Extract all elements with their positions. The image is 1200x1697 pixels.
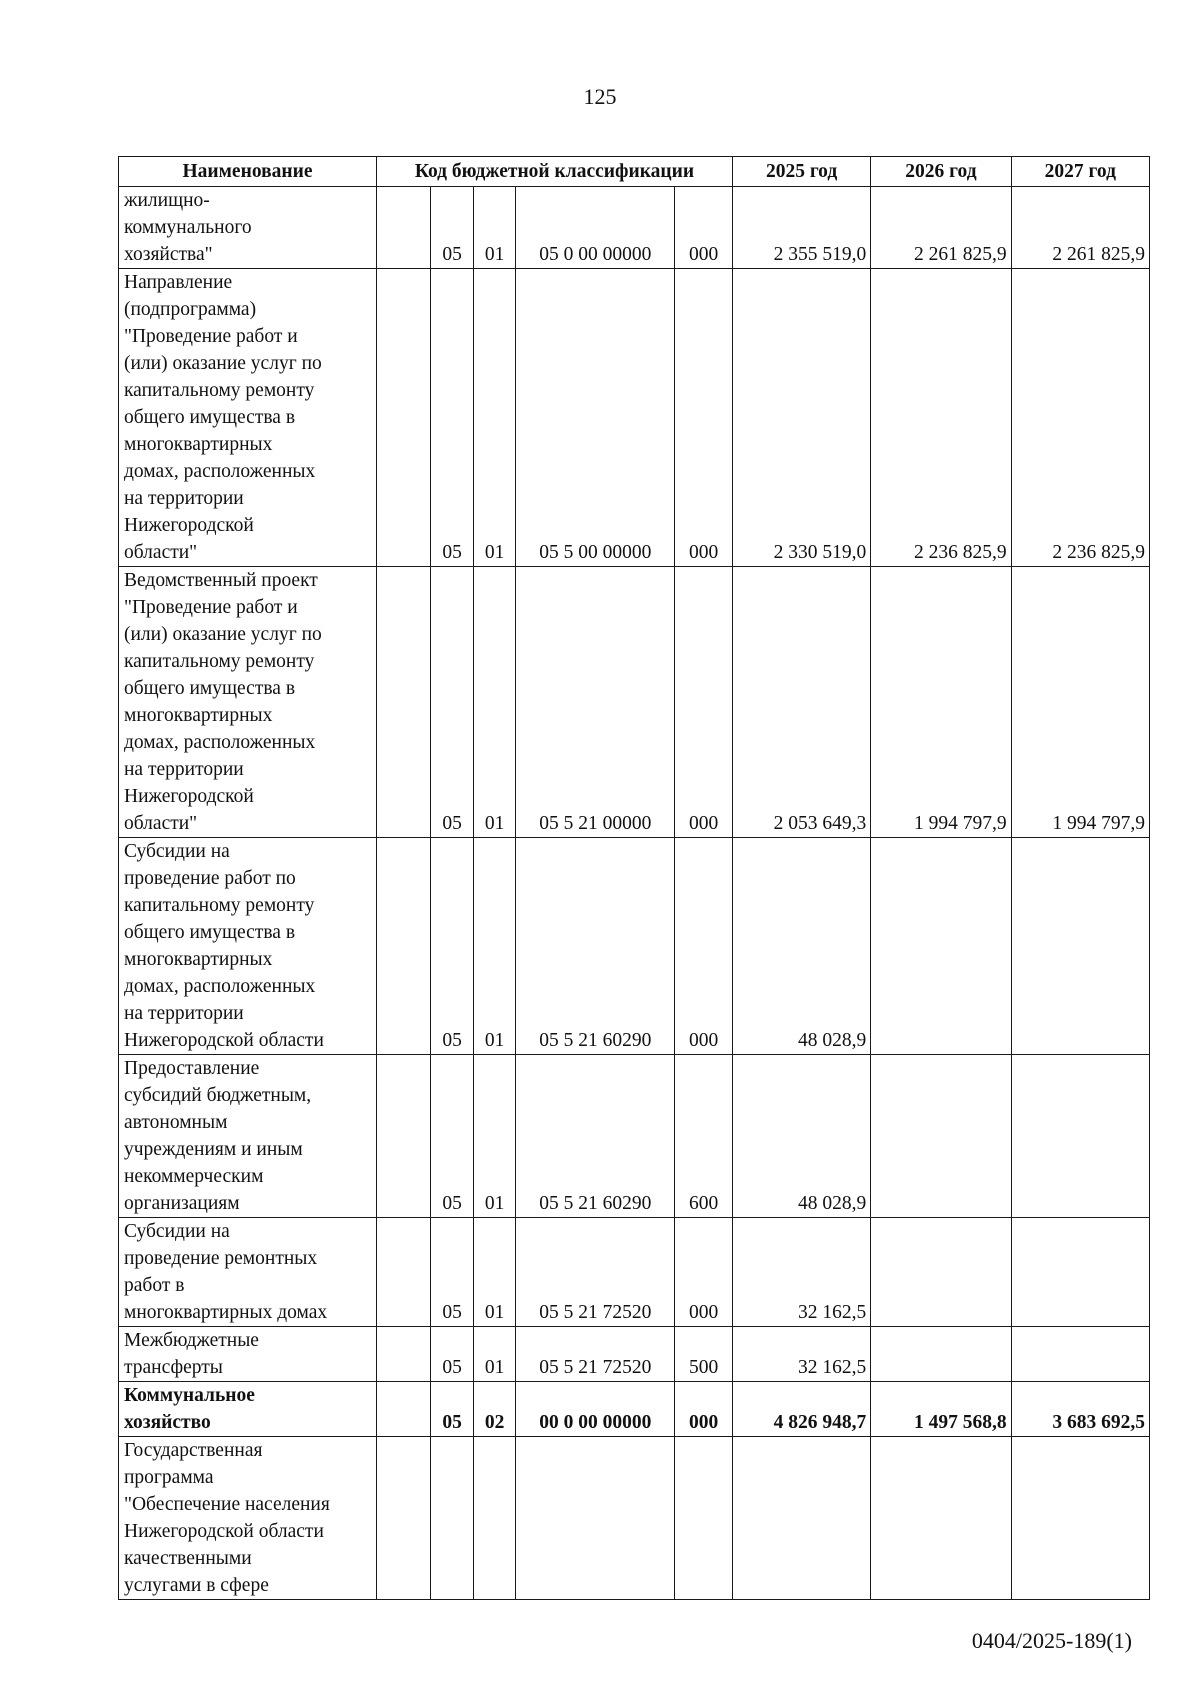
row-value-2025 [732, 1437, 870, 1600]
row-code-5: 000 [675, 1218, 733, 1327]
table-row [119, 187, 1150, 269]
row-code-5: 000 [675, 838, 733, 1055]
row-value-2026 [871, 1437, 1011, 1600]
row-value-2025: 32 162,5 [732, 1327, 870, 1382]
row-name: Субсидии на проведение ремонтных работ в многоквартирных домах [119, 1218, 377, 1327]
row-code-1 [377, 1055, 431, 1218]
row-value-2027 [1011, 1055, 1149, 1218]
row-code-2 [431, 1437, 473, 1600]
table-row-section-total [119, 1382, 1150, 1437]
row-code-5: 000 [675, 567, 733, 838]
row-value-2025: 2 355 519,0 [732, 187, 870, 269]
row-value-2027 [1011, 1327, 1149, 1382]
row-code-3: 01 [473, 1218, 515, 1327]
row-code-2: 05 [431, 838, 473, 1055]
row-value-2027: 2 236 825,9 [1011, 269, 1149, 567]
row-code-3: 01 [473, 269, 515, 567]
row-value-2027 [1011, 838, 1149, 1055]
row-code-3: 01 [473, 1055, 515, 1218]
row-name: жилищно- коммунального хозяйства" [119, 187, 377, 269]
header-2026: 2026 год [871, 157, 1011, 187]
header-2027: 2027 год [1011, 157, 1149, 187]
row-code-3 [473, 1437, 515, 1600]
row-value-2025: 2 330 519,0 [732, 269, 870, 567]
row-value-2026 [871, 838, 1011, 1055]
row-value-2027: 3 683 692,5 [1011, 1382, 1149, 1437]
row-code-3: 01 [473, 1327, 515, 1382]
row-code-2: 05 [431, 1327, 473, 1382]
header-2025: 2025 год [732, 157, 870, 187]
row-code-2: 05 [431, 1218, 473, 1327]
row-code-5: 500 [675, 1327, 733, 1382]
header-code: Код бюджетной классификации [377, 157, 733, 187]
row-code-1 [377, 269, 431, 567]
table-row [119, 1055, 1150, 1218]
row-code-5: 000 [675, 269, 733, 567]
row-code-4: 05 5 00 00000 [516, 269, 675, 567]
row-code-4: 05 5 21 60290 [516, 838, 675, 1055]
row-code-1 [377, 1382, 431, 1437]
row-code-2: 05 [431, 1382, 473, 1437]
row-value-2025: 48 028,9 [732, 1055, 870, 1218]
row-value-2026 [871, 1218, 1011, 1327]
row-value-2026: 2 236 825,9 [871, 269, 1011, 567]
row-value-2025: 4 826 948,7 [732, 1382, 870, 1437]
row-code-3: 02 [473, 1382, 515, 1437]
row-code-1 [377, 1218, 431, 1327]
row-code-2: 05 [431, 187, 473, 269]
row-name: Направление (подпрограмма) "Проведение работ и (или) оказание услуг по капитальному ремонту общего имущества в многоквартирных домах, расположенных на территории Нижегородской области" [119, 269, 377, 567]
row-value-2026: 1 497 568,8 [871, 1382, 1011, 1437]
row-code-2: 05 [431, 567, 473, 838]
table-row [119, 269, 1150, 567]
row-name: Межбюджетные трансферты [119, 1327, 377, 1382]
row-code-5: 000 [675, 1382, 733, 1437]
row-code-1 [377, 838, 431, 1055]
row-value-2026 [871, 1055, 1011, 1218]
row-value-2026: 2 261 825,9 [871, 187, 1011, 269]
row-code-4 [516, 1437, 675, 1600]
row-name: Государственная программа "Обеспечение населения Нижегородской области качественными услугами в сфере [119, 1437, 377, 1600]
row-code-2: 05 [431, 269, 473, 567]
row-name: Коммунальное хозяйство [119, 1382, 377, 1437]
row-code-1 [377, 187, 431, 269]
row-code-2: 05 [431, 1055, 473, 1218]
row-code-4: 00 0 00 00000 [516, 1382, 675, 1437]
table-row [119, 567, 1150, 838]
row-code-4: 05 5 21 72520 [516, 1327, 675, 1382]
page-number: 125 [583, 84, 617, 109]
row-value-2027: 1 994 797,9 [1011, 567, 1149, 838]
row-name: Предоставление субсидий бюджетным, автономным учреждениям и иным некоммерческим организациям [119, 1055, 377, 1218]
row-value-2027 [1011, 1437, 1149, 1600]
row-value-2026 [871, 1327, 1011, 1382]
row-code-3: 01 [473, 838, 515, 1055]
budget-table [118, 156, 1150, 1600]
header-name: Наименование [119, 157, 377, 187]
row-code-5 [675, 1437, 733, 1600]
row-code-4: 05 5 21 60290 [516, 1055, 675, 1218]
row-value-2025: 48 028,9 [732, 838, 870, 1055]
table-header-row [119, 157, 1150, 187]
table-row [119, 1218, 1150, 1327]
table-row [119, 1437, 1150, 1600]
row-code-1 [377, 1327, 431, 1382]
row-value-2027 [1011, 1218, 1149, 1327]
table-row [119, 1327, 1150, 1382]
row-code-1 [377, 1437, 431, 1600]
row-name: Субсидии на проведение работ по капитальному ремонту общего имущества в многоквартирных домах, расположенных на территории Нижегородской области [119, 838, 377, 1055]
row-code-4: 05 5 21 00000 [516, 567, 675, 838]
row-value-2027: 2 261 825,9 [1011, 187, 1149, 269]
row-code-4: 05 5 21 72520 [516, 1218, 675, 1327]
row-value-2025: 32 162,5 [732, 1218, 870, 1327]
row-code-4: 05 0 00 00000 [516, 187, 675, 269]
row-code-5: 000 [675, 187, 733, 269]
row-code-3: 01 [473, 567, 515, 838]
row-name: Ведомственный проект "Проведение работ и (или) оказание услуг по капитальному ремонту общего имущества в многоквартирных домах, расположенных на территории Нижегородской области" [119, 567, 377, 838]
row-code-5: 600 [675, 1055, 733, 1218]
table-row [119, 838, 1150, 1055]
row-code-1 [377, 567, 431, 838]
row-value-2025: 2 053 649,3 [732, 567, 870, 838]
row-value-2026: 1 994 797,9 [871, 567, 1011, 838]
row-code-3: 01 [473, 187, 515, 269]
document-id: 0404/2025-189(1) [971, 1628, 1132, 1653]
